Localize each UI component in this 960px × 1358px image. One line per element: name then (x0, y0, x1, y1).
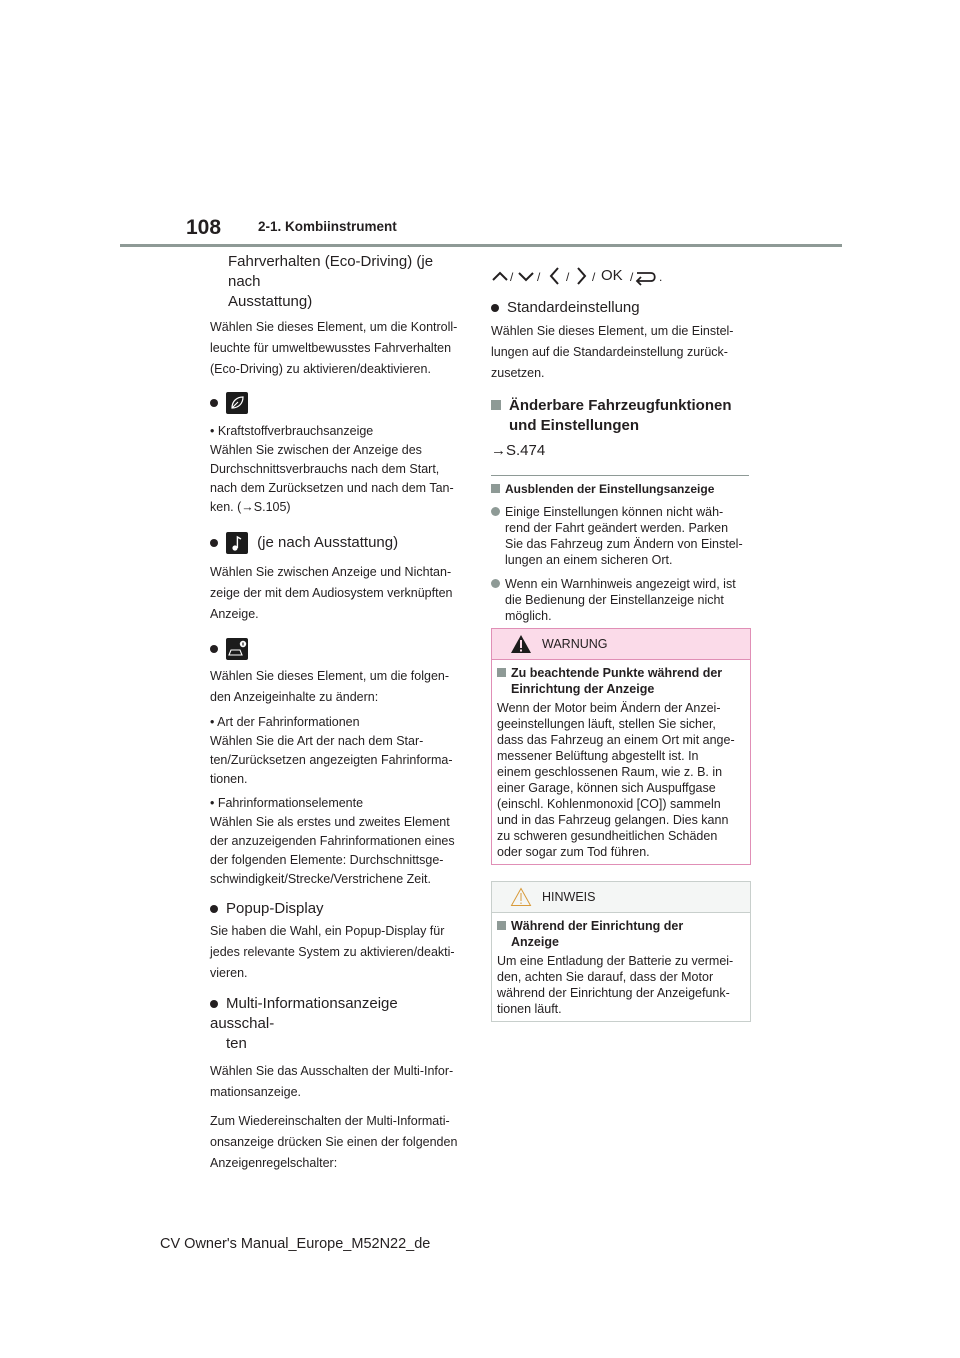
multi-body (210, 1061, 466, 1103)
page-number: 108 (186, 216, 222, 239)
text-line: messener Belüftung abgestellt ist. In (497, 749, 699, 763)
warning-header (492, 629, 750, 660)
page-reference-link[interactable]: →S.474 (491, 442, 546, 459)
warning-title: WARNUNG (542, 637, 608, 651)
text-line: Wählen Sie das Ausschalten der Multi-Infor- (210, 1064, 454, 1078)
info-bullet (210, 638, 466, 660)
bullet-dot (210, 905, 218, 913)
svg-text:/: / (510, 270, 514, 284)
text-line: einer Garage, können sich Auspuffgase (497, 781, 716, 795)
text-line: der anzuzeigenden Fahrinformationen eines (210, 834, 455, 848)
text-line: die Bedienung der Einstellanzeige nicht (505, 593, 724, 607)
text-line: und in das Fahrzeug gelangen. Dies kann (497, 813, 729, 827)
text-line: der folgenden Elemente: Durchschnittsge- (210, 853, 444, 867)
text-line: tionen. (210, 772, 248, 786)
eco-title-line: Ausstattung) (228, 293, 313, 310)
svg-text:/: / (566, 270, 570, 284)
leaf-icon (226, 392, 248, 414)
text-line: Durchschnittsverbrauchs nach dem Start, (210, 462, 440, 476)
square-icon (497, 921, 506, 930)
heading-text: Änderbare Fahrzeugfunktionen (509, 397, 732, 414)
text-line: Zum Wiedereinschalten der Multi-Informati- (210, 1114, 450, 1128)
svg-text:/: / (630, 270, 634, 284)
info-sub2 (210, 794, 466, 889)
svg-text:.: . (659, 270, 663, 284)
warning-text (497, 700, 745, 860)
text-line: den Anzeigeinhalte zu ändern: (210, 690, 379, 704)
svg-text:/: / (592, 270, 596, 284)
text-line: Wenn der Motor beim Ändern der Anzei- (497, 701, 721, 715)
std-body (491, 321, 753, 384)
text-line: möglich. (505, 609, 552, 623)
text-line: zusetzen. (491, 366, 545, 380)
text-line: Wenn ein Warnhinweis angezeigt wird, ist (505, 577, 736, 591)
changeable-heading (491, 396, 753, 436)
warning-body (492, 660, 750, 860)
text-line: mationsanzeige. (210, 1085, 302, 1099)
text-line: geeinstellungen läuft, stellen Sie sicher, (497, 717, 716, 731)
svg-text:/: / (537, 270, 541, 284)
popup-body (210, 921, 466, 984)
text-line: Wählen Sie die Art der nach dem Star- (210, 734, 424, 748)
sub-item: • Kraftstoffverbrauchsanzeige (210, 424, 374, 438)
sub-item: • Art der Fahrinformationen (210, 715, 360, 729)
audio-bullet (210, 532, 466, 554)
text-line: den, achten Sie darauf, dass der Motor (497, 970, 714, 984)
hint-box (491, 881, 751, 1022)
eco-title (228, 252, 466, 312)
audio-body (210, 562, 466, 625)
text-line: oder sogar zum Tod führen. (497, 845, 650, 859)
text-line: Anzeigenregelschalter: (210, 1156, 338, 1170)
section-title: 2-1. Kombiinstrument (258, 219, 397, 234)
text-line: zu schweren gesundheitlichen Schäden (497, 829, 718, 843)
switch-symbols (491, 264, 753, 288)
text-line: Zu beachtende Punkte während der (511, 666, 723, 680)
bullet-dot (491, 507, 500, 516)
fuel-section (210, 422, 466, 517)
square-icon (491, 484, 500, 493)
right-column (491, 264, 753, 624)
text-line: Sie das Fahrzeug zum Ändern von Einstel- (505, 537, 743, 551)
eco-body (210, 317, 466, 380)
info-sub1 (210, 713, 466, 789)
bullet-dot (491, 304, 499, 312)
text-line: Wählen Sie zwischen Anzeige und Nichtan- (210, 565, 452, 579)
text-line: Einrichtung der Anzeige (511, 682, 655, 696)
switch-icons (491, 264, 681, 288)
text-line: tionen läuft. (497, 1002, 562, 1016)
text-line: ten/Zurücksetzen angezeigten Fahrinforma- (210, 753, 453, 767)
info-body (210, 666, 466, 708)
text-line: Anzeige (511, 935, 559, 949)
eco-title-line: Fahrverhalten (Eco-Driving) (je nach (228, 253, 434, 290)
hint-header (492, 882, 750, 913)
hide-title-text: Ausblenden der Einstellungsanzeige (505, 482, 715, 496)
warning-triangle-icon (510, 634, 532, 654)
note-1 (491, 504, 753, 568)
text-line: Anzeige. (210, 607, 259, 621)
hint-body (492, 913, 750, 1017)
text-line: zeige der mit dem Audiosystem verknüpften (210, 586, 453, 600)
text-line: rend der Fahrt geändert werden. Parken (505, 521, 729, 535)
text-line: Während der Einrichtung der (511, 919, 684, 933)
text-line: leuchte für umweltbewusstes Fahrverhalten (210, 341, 452, 355)
divider (491, 475, 749, 476)
text-line: (Eco-Driving) zu aktivieren/deaktivieren. (210, 362, 431, 376)
music-note-icon (226, 532, 248, 554)
text-line: Wählen Sie dieses Element, um die Einstel- (491, 324, 734, 338)
header-rule (120, 244, 842, 247)
std-title-text: Standardeinstellung (507, 299, 640, 316)
multi-title (210, 994, 466, 1054)
text-line: ken. (→S.105) (210, 500, 291, 514)
std-title (491, 298, 753, 318)
bullet-dot (210, 399, 218, 407)
audio-label: (je nach Ausstattung) (257, 533, 399, 551)
text-line: Einige Einstellungen können nicht wäh- (505, 505, 724, 519)
text-line: dass das Fahrzeug an einem Ort mit ange- (497, 733, 735, 747)
text-line: vieren. (210, 966, 248, 980)
hint-subtitle (497, 918, 745, 950)
text-line: onsanzeige drücken Sie einen der folgenden (210, 1135, 458, 1149)
caution-triangle-icon (510, 887, 532, 907)
popup-title (210, 899, 466, 919)
leaf-bullet (210, 392, 466, 414)
warning-subtitle (497, 665, 745, 697)
text-line: Sie haben die Wahl, ein Popup-Display für (210, 924, 445, 938)
bullet-dot (210, 645, 218, 653)
heading-text: und Einstellungen (509, 417, 639, 434)
bullet-dot (210, 539, 218, 547)
bullet-dot (491, 579, 500, 588)
text-line: Wählen Sie dieses Element, um die Kontroll- (210, 320, 458, 334)
text-line: (einschl. Kohlenmonoxid [CO]) sammeln (497, 797, 721, 811)
note-2 (491, 576, 753, 624)
multi-body2 (210, 1111, 466, 1174)
footer-text: CV Owner's Manual_Europe_M52N22_de (160, 1236, 431, 1252)
left-column (210, 252, 466, 1174)
text-line: nach dem Zurücksetzen und nach dem Tan- (210, 481, 454, 495)
text-line: Wählen Sie dieses Element, um die folgen- (210, 669, 450, 683)
text-line: jedes relevante System zu aktivieren/deakti- (210, 945, 455, 959)
text-line: lungen auf die Standardeinstellung zurück- (491, 345, 728, 359)
hide-title (491, 482, 753, 496)
bullet-dot (210, 1000, 218, 1008)
text-line: lungen an einem sicheren Ort. (505, 553, 673, 567)
text-line: Um eine Entladung der Batterie zu vermei- (497, 954, 734, 968)
popup-title-text: Popup-Display (226, 900, 324, 917)
sub-item: • Fahrinformationselemente (210, 796, 364, 810)
text-line: während der Einrichtung der Anzeigefunk- (497, 986, 730, 1000)
text-line: einem geschlossenen Raum, wie z. B. in (497, 765, 723, 779)
vehicle-info-icon (226, 638, 248, 660)
hint-text (497, 953, 745, 1017)
text-line: Wählen Sie als erstes und zweites Element (210, 815, 450, 829)
heading-square-icon (491, 400, 501, 410)
text-line: Wählen Sie zwischen der Anzeige des (210, 443, 422, 457)
ok-label: OK (601, 267, 623, 284)
multi-title-text: ten (226, 1035, 247, 1052)
multi-title-text: Multi-Informationsanzeige ausschal- (210, 995, 398, 1032)
warning-box (491, 628, 751, 865)
hint-title: HINWEIS (542, 890, 596, 904)
square-icon (497, 668, 506, 677)
text-line: schwindigkeit/Strecke/Verstrichene Zeit. (210, 872, 431, 886)
